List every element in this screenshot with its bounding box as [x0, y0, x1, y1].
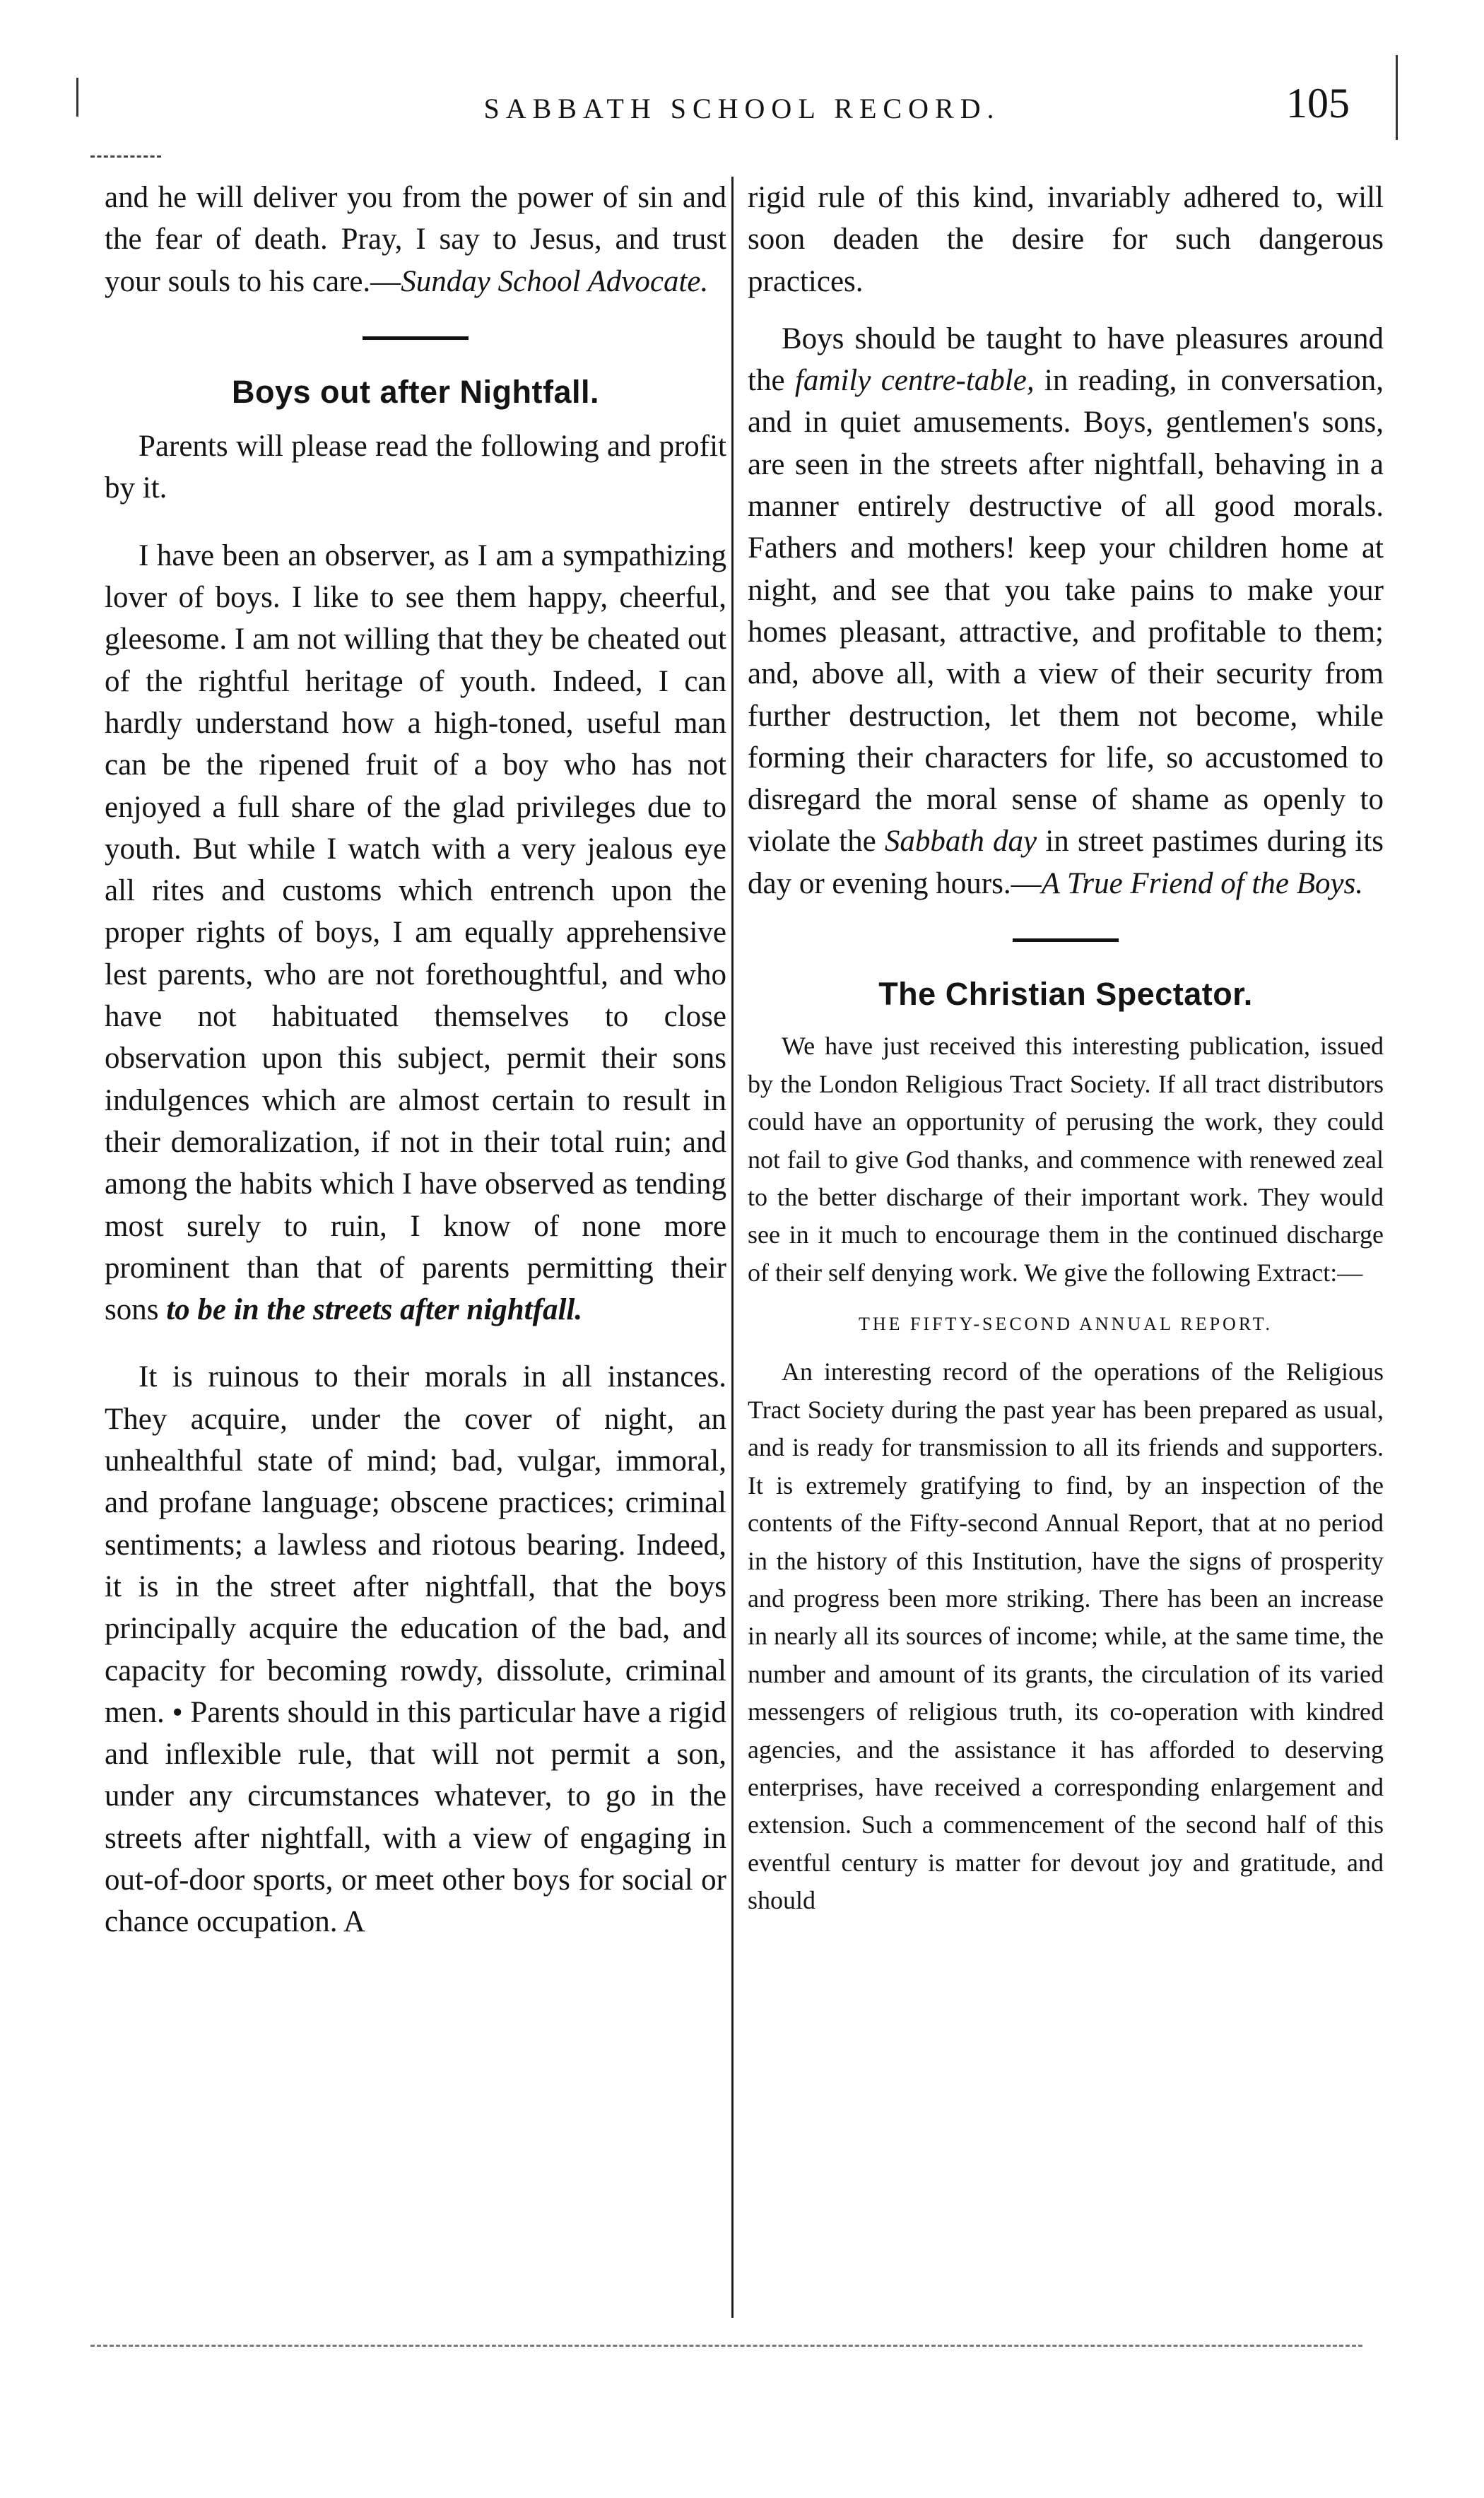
- article-paragraph-text: in street pastimes during its day or evening hours.—: [748, 825, 1384, 900]
- left-column: [105, 177, 726, 1943]
- right-column: [748, 177, 1384, 1920]
- continued-paragraph: rigid rule of this kind, invariably adhered to, will soon deaden the desire for such dangerous practices.: [748, 181, 1384, 298]
- opening-signature: Sunday School Advocate.: [401, 264, 709, 298]
- opening-text: and he will deliver you from the power of sin and the fear of death. Pray, I say to Jesus, and trust your souls to his care.—: [105, 181, 726, 298]
- article-emphasis: family centre-table,: [794, 364, 1035, 398]
- article-heading-spectator: The Christian Spectator.: [878, 976, 1253, 1013]
- article-paragraph-text: Boys should be taught to have pleasures around the: [748, 322, 1384, 398]
- bottom-rule: [90, 2345, 1362, 2347]
- article-heading-boys: Boys out after Nightfall.: [231, 373, 600, 410]
- page-header: [0, 0, 1484, 148]
- article-signature: A True Friend of the Boys.: [1041, 866, 1364, 900]
- article-paragraph: It is ruinous to their morals in all instances. They acquire, under the cover of night, an unhealthful state of mind; bad, vulgar, immoral, and profane language; obscene practices; criminal sentiments; a lawless and riotous bearing. Indeed, it is in the street after nightfall, that the boys principally acquire the education of the bad, and capacity for becoming rowdy, dissolute, criminal men. • Parents should in this particular have a rigid and inflexible rule, that will not permit a son, under any circumstances whatever, to go in the streets after nightfall, with a view of engaging in out-of-door sports, or meet other boys for social or chance occupation. A: [105, 1360, 726, 1939]
- right-edge-mark: [1396, 55, 1398, 140]
- report-subheading: THE FIFTY-SECOND ANNUAL REPORT.: [858, 1314, 1273, 1335]
- article-emphasis: to be in the streets after nightfall.: [166, 1293, 583, 1327]
- article-intro: Parents will please read the following and profit by it.: [105, 430, 726, 505]
- article-paragraph: [748, 318, 1384, 905]
- column-divider: [731, 177, 734, 2318]
- article-emphasis: Sabbath day: [884, 825, 1037, 859]
- top-rule: [90, 155, 161, 158]
- page-number: 105: [1286, 80, 1350, 126]
- running-head: SABBATH SCHOOL RECORD.: [483, 93, 1001, 124]
- section-separator: [363, 336, 469, 340]
- article-paragraph: [105, 535, 726, 1331]
- opening-paragraph: [105, 177, 726, 302]
- left-edge-mark: [76, 78, 78, 117]
- article-paragraph: We have just received this interesting publication, issued by the London Religious Tract Society. If all tract distributors could have an opportunity of perusing the work, they could not fail to give God thanks, and commence with renewed zeal to the better discharge of their important work. They would see in it much to encourage them in the continued discharge of their self denying work. We give the following Extract:—: [748, 1032, 1384, 1287]
- article-paragraph-text: I have been an observer, as I am a sympathizing lover of boys. I like to see them happy, cheerful, gleesome. I am not willing that they be cheated out of the rightful heritage of youth. Indeed, I can hardly understand how a high-toned, useful man can be the ripened fruit of a boy who has not enjoyed a full share of the glad privileges due to youth. But while I watch with a very jealous eye all rites and customs which entrench upon the proper rights of boys, I am equally apprehensive lest parents, who are not forethoughtful, and who have not habituated themselves to close observation upon this subject, permit their sons indulgences which are almost certain to result in their demoralization, if not in their total ruin; and among the habits which I have observed as tending most surely to ruin, I know of none more prominent than that of parents permitting their sons: [105, 538, 726, 1327]
- article-paragraph: An interesting record of the operations of the Religious Tract Society during the past year has been prepared as usual, and is ready for transmission to all its friends and supporters. It is extremely gratifying to find, by an inspection of the contents of the Fifty-second Annual Report, that at no period in the history of this Institution, have the signs of prosperity and progress been more striking. There has been an increase in nearly all its sources of income; while, at the same time, the number and amount of its grants, the circulation of its varied messengers of religious truth, its co-operation with kindred agencies, and the assistance it has afforded to deserving enterprises, have received a corresponding enlargement and extension. Such a commencement of the second half of this eventful century is matter for devout joy and gratitude, and should: [748, 1357, 1384, 1915]
- article-paragraph-text: in reading, in conversation, and in quiet amusements. Boys, gentlemen's sons, are seen in the streets after nightfall, behaving in a manner entirely destructive of all good morals. Fathers and mothers! keep your children home at night, and see that you take pains to make your homes pleasant, attractive, and profitable to them; and, above all, with a view of their security from further destruction, let them not become, while forming their characters for life, so accustomed to disregard the moral sense of shame as openly to violate the: [748, 364, 1384, 859]
- section-separator: [1013, 938, 1119, 942]
